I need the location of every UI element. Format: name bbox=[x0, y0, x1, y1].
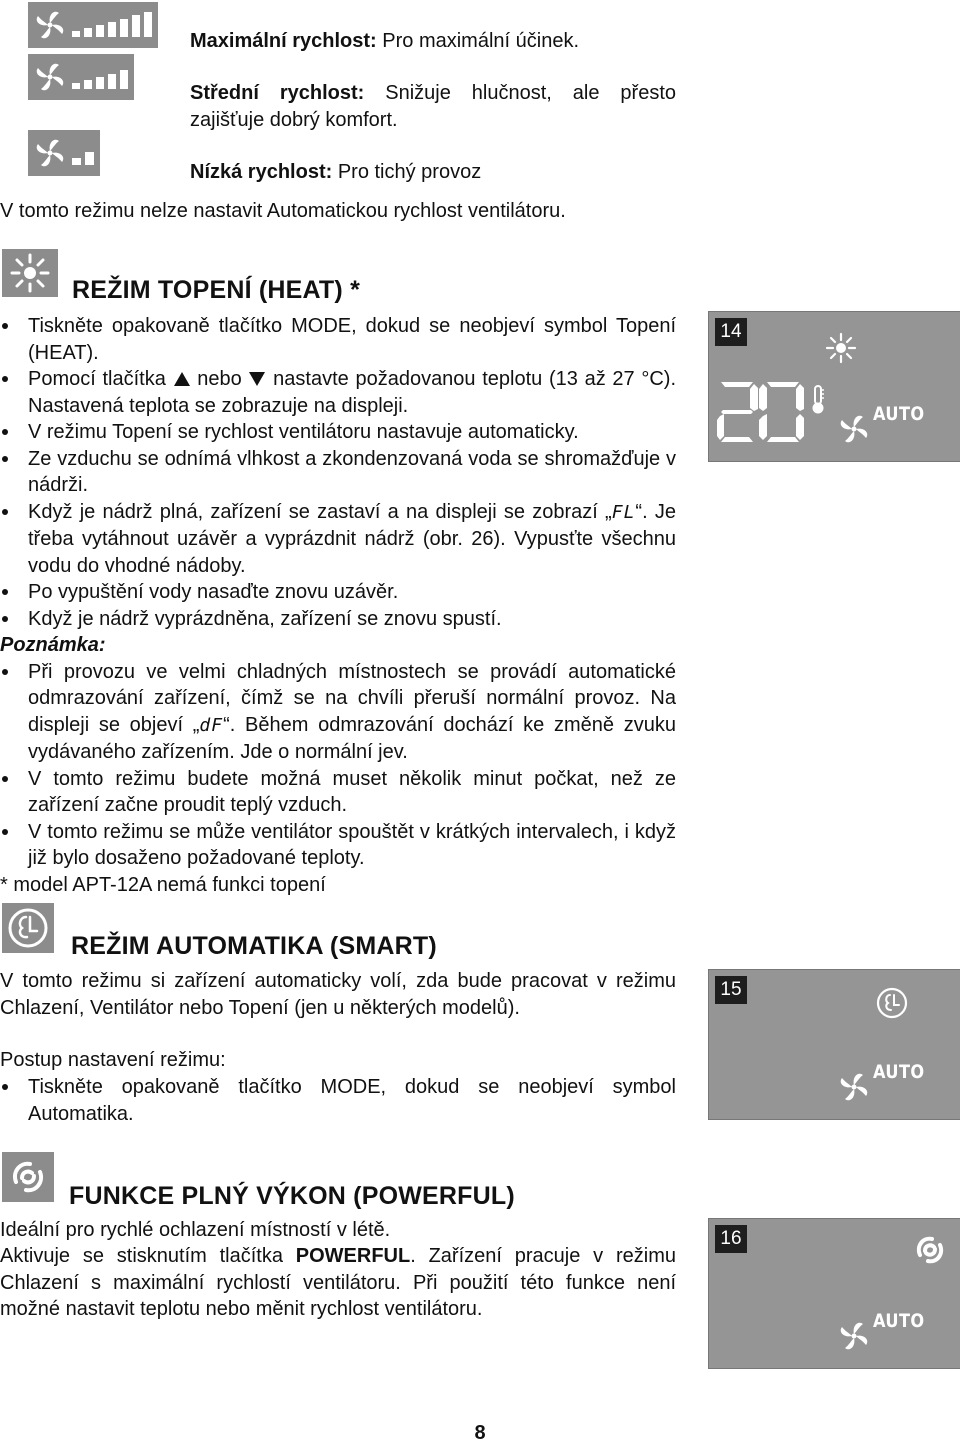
list-item: V tomto režimu budete možná muset několik minut počkat, než ze zařízení začne proudit teplý vzduch. bbox=[0, 766, 676, 819]
heat-b5-post: “. Je třeba vytáhnout uzávěr a vyprázdnit nádrž (obr. 26). Vypusťte všechnu vodu do vhodné nádoby. bbox=[28, 500, 676, 577]
arrow-down-icon bbox=[248, 371, 266, 387]
speed-max-desc: Pro maximální účinek. bbox=[376, 30, 580, 52]
speed-low-label: Nízká rychlost: bbox=[190, 161, 333, 183]
speed-max-label: Maximální rychlost: bbox=[190, 30, 377, 52]
list-item bbox=[0, 499, 676, 580]
speed-mid-label: Střední rychlost: bbox=[190, 82, 365, 104]
powerful-p2 bbox=[0, 1243, 676, 1323]
page-number: 8 bbox=[474, 1422, 486, 1444]
figure-number: 16 bbox=[715, 1225, 747, 1253]
figure-15-display bbox=[708, 969, 960, 1120]
fan-icon bbox=[837, 1070, 871, 1104]
temperature-display bbox=[717, 380, 809, 444]
list-item: V tomto režimu se může ventilátor spouštět v krátkých intervalech, i když již bylo dosaženo požadované teploty. bbox=[0, 819, 676, 872]
display-code-df: dF bbox=[199, 714, 224, 736]
figure-14-display bbox=[708, 311, 960, 462]
arrow-up-icon bbox=[173, 371, 191, 387]
figure-number: 14 bbox=[715, 318, 747, 346]
fan-icon bbox=[837, 412, 871, 446]
list-item bbox=[0, 366, 676, 419]
speed-max-text bbox=[190, 28, 680, 55]
heat-n1-pre: Při provozu ve velmi chladných místnostech se provádí automatické odmrazování zařízení, čímž se na chvíli přeruší normální provoz. Na displeji se objeví „ bbox=[28, 660, 676, 736]
speed-low-desc: Pro tichý provoz bbox=[332, 161, 482, 183]
smart-title: REŽIM AUTOMATIKA (SMART) bbox=[71, 932, 437, 960]
smart-mode-icon bbox=[2, 903, 54, 953]
figure-number: 15 bbox=[715, 976, 747, 1004]
speed-note: V tomto režimu nelze nastavit Automatickou rychlost ventilátoru. bbox=[0, 200, 566, 222]
thermometer-icon bbox=[811, 384, 825, 414]
fan-icon bbox=[837, 1319, 871, 1353]
smart-p2: Postup nastavení režimu: bbox=[0, 1049, 226, 1071]
figure-16-display bbox=[708, 1218, 960, 1369]
smart-list bbox=[0, 1074, 676, 1127]
note-title: Poznámka: bbox=[0, 634, 106, 656]
speed-mid-text bbox=[190, 80, 676, 133]
heat-b2-mid: nebo bbox=[190, 368, 249, 390]
fan-speed-high-icon bbox=[28, 2, 158, 48]
list-item: Po vypuštění vody nasaďte znovu uzávěr. bbox=[0, 579, 676, 606]
list-item: Když je nádrž vyprázdněna, zařízení se znovu spustí. bbox=[0, 606, 676, 633]
smart-mode-icon bbox=[875, 986, 909, 1020]
heat-b5-pre: Když je nádrž plná, zařízení se zastaví a na displeji se zobrazí „ bbox=[28, 500, 612, 523]
heat-b2-pre: Pomocí tlačítka bbox=[28, 368, 173, 390]
list-item bbox=[0, 659, 676, 766]
powerful-title: FUNKCE PLNÝ VÝKON (POWERFUL) bbox=[69, 1182, 515, 1210]
powerful-p2-post: . Zařízení pracuje v režimu Chlazení s maximální rychlostí ventilátoru. Při použití této funkce není možné nastavit teplotu nebo měnit rychlost ventilátoru. bbox=[0, 1245, 676, 1320]
powerful-button-name: POWERFUL bbox=[295, 1245, 411, 1267]
heat-b2-post: nastavte požadovanou teplotu (13 až 27 °C). Nastavená teplota se zobrazuje na displeji. bbox=[28, 368, 677, 417]
speed-low-text bbox=[190, 159, 680, 186]
speed-mid-desc: Snižuje hlučnost, ale přesto zajišťuje dobrý komfort. bbox=[190, 82, 676, 131]
sun-heat-icon bbox=[825, 332, 857, 364]
display-code-fl: FL bbox=[611, 501, 636, 523]
heat-title: REŽIM TOPENÍ (HEAT) * bbox=[72, 276, 361, 304]
smart-p1: V tomto režimu si zařízení automaticky volí, zda bude pracovat v režimu Chlazení, Ventilátor nebo Topení (jen u některých modelů). bbox=[0, 970, 676, 1019]
auto-label: AUTO bbox=[873, 1061, 925, 1083]
list-item: Ze vzduchu se odnímá vlhkost a zkondenzovaná voda se shromažďuje v nádrži. bbox=[0, 446, 676, 499]
powerful-p2-pre: Aktivuje se stisknutím tlačítka bbox=[0, 1245, 296, 1267]
list-item: V režimu Topení se rychlost ventilátoru nastavuje automaticky. bbox=[0, 419, 676, 446]
heat-list bbox=[0, 313, 676, 898]
list-item: Tiskněte opakovaně tlačítko MODE, dokud se neobjeví symbol Topení (HEAT). bbox=[0, 313, 676, 366]
powerful-p1: Ideální pro rychlé ochlazení místností v létě. bbox=[0, 1219, 391, 1241]
auto-label: AUTO bbox=[873, 403, 925, 425]
fan-speed-mid-icon bbox=[28, 54, 134, 100]
heat-footnote: * model APT-12A nemá funkci topení bbox=[0, 873, 326, 896]
fan-speed-low-icon bbox=[28, 130, 100, 176]
sun-heat-icon bbox=[2, 249, 58, 297]
powerful-icon bbox=[911, 1231, 949, 1269]
heat-n1-post: “. Během odmrazování dochází ke změně zvuku vydávaného zařízením. Jde o normální jev. bbox=[28, 713, 676, 763]
powerful-icon bbox=[2, 1152, 54, 1202]
auto-label: AUTO bbox=[873, 1310, 925, 1332]
list-item: Tiskněte opakovaně tlačítko MODE, dokud se neobjeví symbol Automatika. bbox=[0, 1074, 676, 1127]
